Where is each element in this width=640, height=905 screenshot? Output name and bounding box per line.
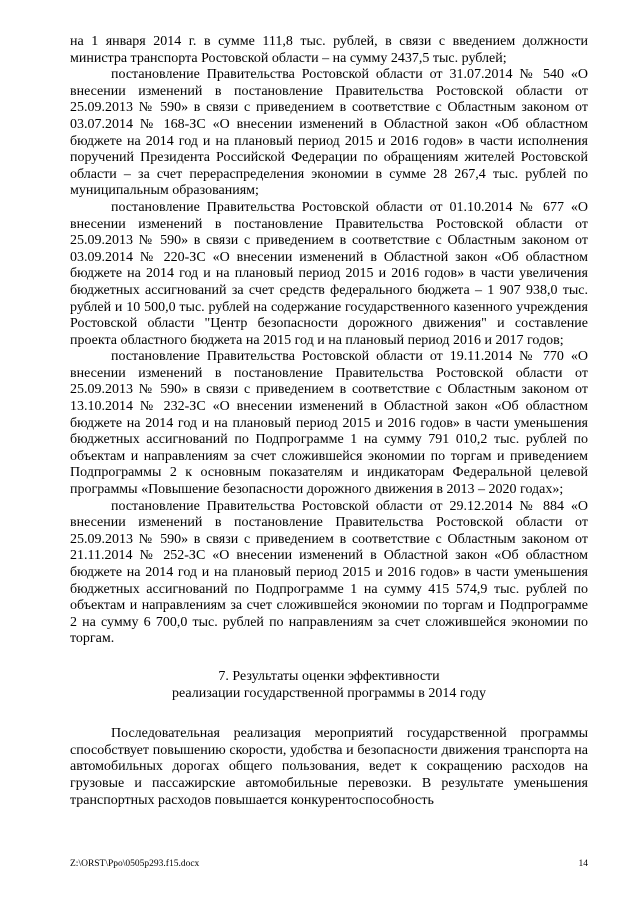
footer-file-path: Z:\ORST\Ppo\0505p293.f15.docx (70, 859, 200, 869)
paragraph-resolution-770: постановление Правительства Ростовской области от 19.11.2014 № 770 «О внесении изменений в постановление Правительства Ростовской области от 25.09.2013 № 590» в связи с приведением в соответствие с Областным законом от 13.10.2014 № 232-ЗС «О внесении изменений в Областной закон «Об областном бюджете на 2014 год и на плановый период 2015 и 2016 годов» в части уменьшения бюджетных ассигнований по Подпрограмме 1 на сумму 791 010,2 тыс. рублей по объектам и направлениям за счет сложившейся экономии по торгам и приведением Подпрограммы 2 к основным показателям и индикаторам Федеральной целевой программы «Повышение безопасности дорожного движения в 2013 – 2020 годах»; (70, 349, 588, 498)
paragraph-resolution-884: постановление Правительства Ростовской области от 29.12.2014 № 884 «О внесении изменений в постановление Правительства Ростовской области от 25.09.2013 № 590» в связи с приведением в соответствие с Областным законом от 21.11.2014 № 252-ЗС «О внесении изменений в Областной закон «Об областном бюджете на 2014 год и на плановый период 2015 и 2016 годов» в части уменьшения бюджетных ассигнований по Подпрограмме 1 на сумму 415 574,9 тыс. рублей по объектам и направлениям за счет сложившейся экономии по торгам и Подпрограмме 2 на сумму 6 700,0 тыс. рублей по направлениям за счет сложившейся экономии по торгам. (70, 498, 588, 647)
page-footer (70, 859, 588, 869)
document-body (70, 34, 588, 809)
paragraph-results: Последовательная реализация мероприятий государственной программы способствует повышению скорости, удобства и безопасности движения транспорта на автомобильных дорогах общего пользования, ведет к сокращению расходов на грузовые и пассажирские автомобильные перевозки. В результате уменьшения транспортных расходов повышается конкурентоспособность (70, 726, 588, 808)
section-heading (70, 669, 588, 702)
page-number: 14 (578, 859, 588, 869)
section-heading-line2: реализации государственной программы в 2014 году (172, 685, 486, 701)
section-heading-line1: 7. Результаты оценки эффективности (218, 668, 440, 684)
paragraph-resolution-540: постановление Правительства Ростовской области от 31.07.2014 № 540 «О внесении изменений в постановление Правительства Ростовской области от 25.09.2013 № 590» в связи с приведением в соответствие с Областным законом от 03.07.2014 № 168-ЗС «О внесении изменений в Областной закон «Об областном бюджете на 2014 год и на плановый период 2015 и 2016 годов» в части исполнения поручений Президента Российской Федерации по обращениям жителей Ростовской области – за счет перераспределения экономии в сумме 28 267,4 тыс. рублей по муниципальным образованиям; (70, 67, 588, 199)
paragraph-resolution-677: постановление Правительства Ростовской области от 01.10.2014 № 677 «О внесении изменений в постановление Правительства Ростовской области от 25.09.2013 № 590» в связи с приведением в соответствие с Областным законом от 03.09.2014 № 220-ЗС «О внесении изменений в Областной закон «Об областном бюджете на 2014 год и на плановый период 2015 и 2016 годов» в части увеличения бюджетных ассигнований за счет средств федерального бюджета – 1 907 938,0 тыс. рублей и 10 500,0 тыс. рублей на содержание государственного казенного учреждения Ростовской области "Центр безопасности дорожного движения" и составление проекта областного бюджета на 2015 год и на плановый период 2016 и 2017 годов; (70, 199, 588, 348)
paragraph-continuation: на 1 января 2014 г. в сумме 111,8 тыс. рублей, в связи с введением должности министра транспорта Ростовской области – на сумму 2437,5 тыс. рублей; (70, 34, 588, 66)
